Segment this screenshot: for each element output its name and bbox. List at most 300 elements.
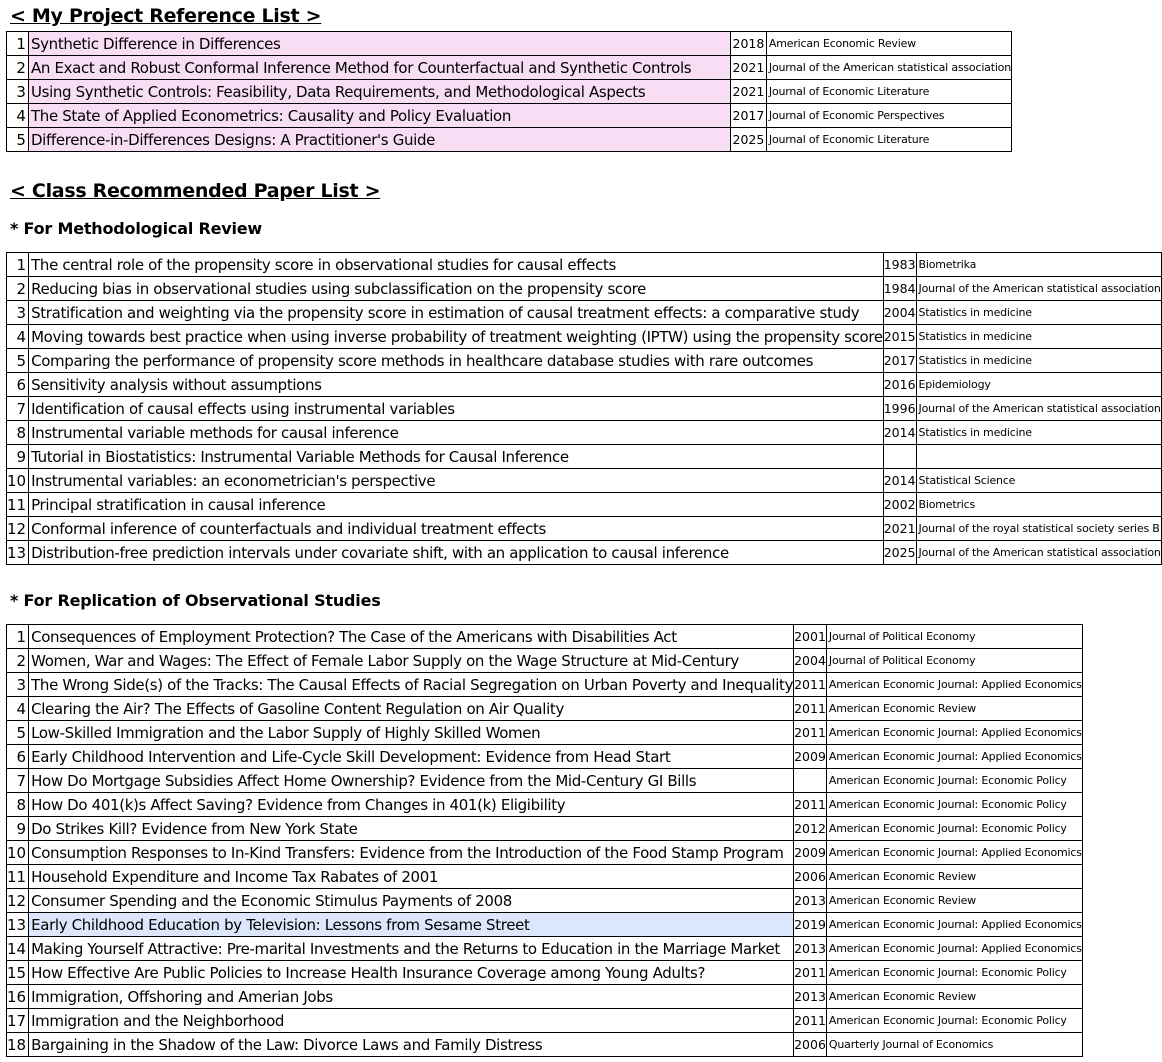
year-cell[interactable]	[794, 721, 827, 745]
row-number-text: 13	[7, 543, 27, 562]
table-row[interactable]	[7, 649, 1083, 673]
paper-title-cell[interactable]	[29, 697, 794, 721]
year-text: 2014	[883, 425, 916, 440]
paper-title-cell[interactable]	[29, 301, 884, 325]
paper-title-cell[interactable]	[29, 649, 794, 673]
year-cell[interactable]	[730, 128, 766, 152]
row-number-cell[interactable]	[7, 865, 29, 889]
project-heading: < My Project Reference List >	[10, 5, 322, 27]
row-number-cell[interactable]	[7, 80, 29, 104]
table-row[interactable]	[7, 397, 1162, 421]
year-cell[interactable]	[730, 104, 766, 128]
row-number-cell[interactable]	[7, 769, 29, 793]
row-number-cell[interactable]	[7, 421, 29, 445]
year-text: 2009	[794, 845, 826, 860]
paper-title-cell[interactable]	[29, 445, 884, 469]
year-cell[interactable]	[794, 745, 827, 769]
journal-text: American Economic Review	[768, 37, 916, 50]
year-cell[interactable]	[883, 493, 916, 517]
table-row[interactable]	[7, 421, 1162, 445]
journal-text: American Economic Journal: Applied Economics	[828, 942, 1082, 955]
journal-cell[interactable]	[826, 745, 1082, 769]
year-cell[interactable]	[794, 673, 827, 697]
journal-text: Biometrics	[918, 498, 976, 511]
row-number-cell[interactable]	[7, 397, 29, 421]
paper-title-cell[interactable]	[29, 865, 794, 889]
row-number-text: 7	[16, 399, 27, 418]
row-number-cell[interactable]	[7, 445, 29, 469]
year-cell[interactable]	[883, 445, 916, 469]
journal-cell[interactable]	[916, 445, 1161, 469]
year-cell[interactable]	[794, 649, 827, 673]
year-cell[interactable]	[794, 985, 827, 1009]
paper-title-cell[interactable]	[28, 128, 730, 152]
row-number-text: 8	[16, 423, 27, 442]
row-number-text: 14	[7, 939, 27, 958]
journal-text: Journal of Political Economy	[828, 630, 976, 643]
row-number-cell[interactable]	[7, 961, 29, 985]
year-cell[interactable]	[794, 793, 827, 817]
row-number-cell[interactable]	[7, 104, 29, 128]
year-text: 2011	[794, 797, 826, 812]
journal-text: American Economic Review	[828, 990, 976, 1003]
year-text: 2021	[732, 60, 765, 75]
journal-text: American Economic Journal: Economic Policy	[828, 822, 1067, 835]
year-text: 2013	[794, 941, 826, 956]
year-text: 2002	[883, 497, 916, 512]
journal-cell[interactable]	[916, 277, 1161, 301]
year-cell[interactable]	[794, 889, 827, 913]
year-text: 2009	[794, 749, 826, 764]
journal-text: American Economic Journal: Applied Economics	[828, 678, 1082, 691]
paper-title-text: Tutorial in Biostatistics: Instrumental Variable Methods for Causal Inference	[31, 447, 569, 466]
paper-title-text: Identification of causal effects using instrumental variables	[31, 399, 455, 418]
journal-cell[interactable]	[826, 985, 1082, 1009]
journal-cell[interactable]	[826, 625, 1082, 649]
year-cell[interactable]	[730, 80, 766, 104]
row-number-cell[interactable]	[7, 1033, 29, 1057]
row-number-cell[interactable]	[7, 673, 29, 697]
journal-text: Journal of the American statistical association	[768, 61, 1011, 74]
journal-text: American Economic Review	[828, 870, 976, 883]
paper-title-text: Using Synthetic Controls: Feasibility, Data Requirements, and Methodological Aspects	[30, 82, 646, 101]
journal-text: American Economic Review	[828, 702, 976, 715]
paper-title-cell[interactable]	[28, 32, 730, 56]
paper-title-cell[interactable]	[29, 493, 884, 517]
journal-text: American Economic Review	[828, 894, 976, 907]
row-number-text: 5	[16, 351, 27, 370]
journal-cell[interactable]	[766, 128, 1011, 152]
table-row[interactable]	[7, 493, 1162, 517]
row-number-cell[interactable]	[7, 745, 29, 769]
journal-cell[interactable]	[826, 841, 1082, 865]
replication-table	[6, 624, 1083, 1057]
year-text: 2025	[732, 132, 765, 147]
journal-cell[interactable]	[916, 253, 1161, 277]
journal-cell[interactable]	[826, 1009, 1082, 1033]
year-cell[interactable]	[883, 373, 916, 397]
paper-title-text: Early Childhood Education by Television: Lessons from Sesame Street	[31, 915, 530, 934]
year-text: 2015	[883, 329, 916, 344]
row-number-cell[interactable]	[7, 301, 29, 325]
journal-text: Statistics in medicine	[918, 330, 1032, 343]
paper-title-cell[interactable]	[29, 793, 794, 817]
year-cell[interactable]	[883, 421, 916, 445]
paper-title-text: Sensitivity analysis without assumptions	[31, 375, 322, 394]
journal-text: American Economic Journal: Economic Policy	[828, 1014, 1067, 1027]
year-text: 2011	[794, 1013, 826, 1028]
row-number-cell[interactable]	[7, 277, 29, 301]
year-text: 2011	[794, 725, 826, 740]
journal-cell[interactable]	[826, 889, 1082, 913]
year-cell[interactable]	[883, 253, 916, 277]
journal-cell[interactable]	[916, 373, 1161, 397]
year-text: 2004	[883, 305, 916, 320]
year-cell[interactable]	[794, 865, 827, 889]
row-number-text: 18	[7, 1035, 27, 1054]
journal-cell[interactable]	[826, 865, 1082, 889]
year-text: 2011	[794, 965, 826, 980]
row-number-cell[interactable]	[7, 697, 29, 721]
year-cell[interactable]	[883, 397, 916, 421]
paper-title-text: Clearing the Air? The Effects of Gasoline Content Regulation on Air Quality	[31, 699, 564, 718]
year-cell[interactable]	[730, 56, 766, 80]
row-number-text: 17	[7, 1011, 27, 1030]
row-number-text: 10	[7, 843, 27, 862]
year-cell[interactable]	[883, 469, 916, 493]
row-number-text: 4	[16, 106, 26, 125]
paper-title-cell[interactable]	[29, 517, 884, 541]
paper-title-text: Bargaining in the Shadow of the Law: Divorce Laws and Family Distress	[31, 1035, 543, 1054]
row-number-cell[interactable]	[7, 985, 29, 1009]
table-row[interactable]	[7, 32, 1012, 56]
paper-title-cell[interactable]	[29, 469, 884, 493]
table-row[interactable]	[7, 769, 1083, 793]
row-number-text: 8	[16, 795, 27, 814]
year-cell[interactable]	[794, 625, 827, 649]
project-reference-table	[6, 31, 1012, 152]
paper-title-cell[interactable]	[29, 673, 794, 697]
paper-title-cell[interactable]	[29, 625, 794, 649]
row-number-cell[interactable]	[7, 625, 29, 649]
year-cell[interactable]	[794, 937, 827, 961]
journal-text: Journal of the American statistical association	[918, 282, 1161, 295]
journal-text: Statistics in medicine	[918, 306, 1032, 319]
journal-cell[interactable]	[766, 104, 1011, 128]
year-text: 1983	[883, 257, 916, 272]
paper-title-cell[interactable]	[29, 397, 884, 421]
row-number-text: 5	[16, 130, 26, 149]
year-text: 2016	[883, 377, 916, 392]
row-number-cell[interactable]	[7, 913, 29, 937]
journal-cell[interactable]	[826, 913, 1082, 937]
paper-title-cell[interactable]	[29, 913, 794, 937]
row-number-cell[interactable]	[7, 517, 29, 541]
journal-text: Journal of Economic Literature	[768, 85, 930, 98]
year-text: 2018	[732, 36, 765, 51]
journal-text: Epidemiology	[918, 378, 991, 391]
row-number-cell[interactable]	[7, 817, 29, 841]
journal-cell[interactable]	[826, 937, 1082, 961]
row-number-text: 12	[7, 891, 27, 910]
replication-heading: * For Replication of Observational Studies	[10, 591, 381, 610]
row-number-cell[interactable]	[7, 889, 29, 913]
table-row[interactable]	[7, 128, 1012, 152]
row-number-cell[interactable]	[7, 493, 29, 517]
row-number-cell[interactable]	[7, 1009, 29, 1033]
journal-text: Journal of the American statistical association	[918, 546, 1161, 559]
journal-cell[interactable]	[826, 649, 1082, 673]
paper-title-cell[interactable]	[29, 721, 794, 745]
journal-text: Biometrika	[918, 258, 977, 271]
paper-title-text: Principal stratification in causal inference	[31, 495, 326, 514]
row-number-text: 2	[16, 58, 26, 77]
journal-text: American Economic Journal: Applied Economics	[828, 918, 1082, 931]
table-row[interactable]	[7, 625, 1083, 649]
journal-cell[interactable]	[916, 517, 1161, 541]
paper-title-text: Moving towards best practice when using inverse probability of treatment weighting (IPTW) using the propensity score	[31, 327, 883, 346]
year-cell[interactable]	[794, 913, 827, 937]
paper-title-text: How Effective Are Public Policies to Increase Health Insurance Coverage among Young Adults?	[31, 963, 706, 982]
row-number-text: 6	[16, 747, 27, 766]
row-number-text: 2	[16, 651, 27, 670]
journal-cell[interactable]	[766, 32, 1011, 56]
year-cell[interactable]	[794, 1009, 827, 1033]
journal-text: Journal of the American statistical association	[918, 402, 1161, 415]
year-cell[interactable]	[883, 349, 916, 373]
row-number-text: 1	[16, 627, 27, 646]
paper-title-text: Early Childhood Intervention and Life-Cycle Skill Development: Evidence from Head Start	[31, 747, 671, 766]
paper-title-cell[interactable]	[29, 937, 794, 961]
journal-cell[interactable]	[766, 56, 1011, 80]
paper-title-text: An Exact and Robust Conformal Inference Method for Counterfactual and Synthetic Controls	[30, 58, 692, 77]
paper-title-cell[interactable]	[29, 1033, 794, 1057]
paper-title-cell[interactable]	[29, 373, 884, 397]
paper-title-cell[interactable]	[29, 961, 794, 985]
paper-title-cell[interactable]	[29, 541, 884, 565]
paper-title-cell[interactable]	[28, 56, 730, 80]
row-number-cell[interactable]	[7, 325, 29, 349]
row-number-cell[interactable]	[7, 32, 29, 56]
year-cell[interactable]	[794, 1033, 827, 1057]
row-number-text: 9	[16, 447, 27, 466]
journal-text: Journal of Economic Literature	[768, 133, 930, 146]
row-number-text: 16	[7, 987, 27, 1006]
journal-cell[interactable]	[916, 421, 1161, 445]
journal-cell[interactable]	[826, 673, 1082, 697]
table-row[interactable]	[7, 793, 1083, 817]
year-text: 2021	[732, 84, 765, 99]
table-row[interactable]	[7, 373, 1162, 397]
row-number-cell[interactable]	[7, 373, 29, 397]
paper-title-text: Instrumental variables: an econometrician's perspective	[31, 471, 436, 490]
year-text: 2006	[794, 1037, 826, 1052]
journal-cell[interactable]	[766, 80, 1011, 104]
row-number-cell[interactable]	[7, 541, 29, 565]
table-row[interactable]	[7, 56, 1012, 80]
row-number-cell[interactable]	[7, 937, 29, 961]
table-row[interactable]	[7, 913, 1083, 937]
table-row[interactable]	[7, 1009, 1083, 1033]
table-row[interactable]	[7, 277, 1162, 301]
table-row[interactable]	[7, 937, 1083, 961]
year-text: 2011	[794, 701, 826, 716]
table-row[interactable]	[7, 721, 1083, 745]
row-number-cell[interactable]	[7, 721, 29, 745]
table-row[interactable]	[7, 1033, 1083, 1057]
journal-text: American Economic Journal: Applied Economics	[828, 726, 1082, 739]
paper-title-cell[interactable]	[29, 985, 794, 1009]
row-number-cell[interactable]	[7, 56, 29, 80]
journal-cell[interactable]	[916, 301, 1161, 325]
table-row[interactable]	[7, 817, 1083, 841]
table-row[interactable]	[7, 301, 1162, 325]
year-text: 2013	[794, 989, 826, 1004]
journal-cell[interactable]	[916, 541, 1161, 565]
row-number-cell[interactable]	[7, 793, 29, 817]
table-row[interactable]	[7, 865, 1083, 889]
row-number-text: 11	[7, 867, 27, 886]
paper-title-cell[interactable]	[29, 817, 794, 841]
year-text: 1984	[883, 281, 916, 296]
paper-title-cell[interactable]	[29, 769, 794, 793]
year-cell[interactable]	[730, 32, 766, 56]
paper-title-text: Synthetic Difference in Differences	[30, 34, 281, 53]
journal-cell[interactable]	[826, 961, 1082, 985]
table-row[interactable]	[7, 469, 1162, 493]
row-number-text: 10	[7, 471, 27, 490]
journal-text: American Economic Journal: Economic Policy	[828, 774, 1067, 787]
row-number-cell[interactable]	[7, 253, 29, 277]
year-text: 2012	[794, 821, 826, 836]
journal-cell[interactable]	[826, 793, 1082, 817]
paper-title-text: The central role of the propensity score in observational studies for causal effects	[31, 255, 616, 274]
methodological-heading: * For Methodological Review	[10, 219, 262, 238]
paper-title-cell[interactable]	[29, 421, 884, 445]
row-number-cell[interactable]	[7, 128, 29, 152]
paper-title-text: How Do 401(k)s Affect Saving? Evidence from Changes in 401(k) Eligibility	[31, 795, 566, 814]
paper-title-text: The Wrong Side(s) of the Tracks: The Causal Effects of Racial Segregation on Urban Poverty and Inequality	[31, 675, 794, 694]
row-number-text: 4	[16, 699, 27, 718]
paper-title-text: Low-Skilled Immigration and the Labor Supply of Highly Skilled Women	[31, 723, 541, 742]
journal-cell[interactable]	[916, 493, 1161, 517]
year-cell[interactable]	[794, 841, 827, 865]
row-number-cell[interactable]	[7, 841, 29, 865]
paper-title-cell[interactable]	[29, 253, 884, 277]
journal-cell[interactable]	[916, 349, 1161, 373]
paper-title-cell[interactable]	[29, 325, 884, 349]
journal-text: American Economic Journal: Economic Policy	[828, 966, 1067, 979]
journal-cell[interactable]	[826, 721, 1082, 745]
year-cell[interactable]	[794, 817, 827, 841]
paper-title-text: Consumer Spending and the Economic Stimulus Payments of 2008	[31, 891, 512, 910]
year-text: 2001	[794, 629, 826, 644]
year-cell[interactable]	[883, 325, 916, 349]
journal-cell[interactable]	[916, 325, 1161, 349]
paper-title-text: Women, War and Wages: The Effect of Female Labor Supply on the Wage Structure at Mid-Century	[31, 651, 739, 670]
paper-title-cell[interactable]	[29, 349, 884, 373]
paper-title-text: Immigration and the Neighborhood	[31, 1011, 285, 1030]
table-row[interactable]	[7, 253, 1162, 277]
table-row[interactable]	[7, 541, 1162, 565]
year-text: 2011	[794, 677, 826, 692]
year-text: 2017	[732, 108, 765, 123]
row-number-text: 13	[7, 915, 27, 934]
journal-text: American Economic Journal: Applied Economics	[828, 750, 1082, 763]
row-number-text: 3	[16, 303, 27, 322]
journal-cell[interactable]	[916, 469, 1161, 493]
paper-title-text: Stratification and weighting via the propensity score in estimation of causal treatment effects: a comparative study	[31, 303, 860, 322]
paper-title-text: Conformal inference of counterfactuals and individual treatment effects	[31, 519, 547, 538]
journal-text: Statistics in medicine	[918, 426, 1032, 439]
table-row[interactable]	[7, 673, 1083, 697]
journal-text: Quarterly Journal of Economics	[828, 1038, 994, 1051]
year-cell[interactable]	[794, 697, 827, 721]
paper-title-cell[interactable]	[29, 277, 884, 301]
journal-cell[interactable]	[916, 397, 1161, 421]
journal-cell[interactable]	[826, 817, 1082, 841]
journal-text: Statistical Science	[918, 474, 1016, 487]
table-row[interactable]	[7, 445, 1162, 469]
year-cell[interactable]	[883, 517, 916, 541]
year-cell[interactable]	[794, 961, 827, 985]
table-row[interactable]	[7, 985, 1083, 1009]
row-number-text: 7	[16, 771, 27, 790]
year-cell[interactable]	[883, 301, 916, 325]
row-number-text: 3	[16, 82, 26, 101]
year-cell[interactable]	[883, 541, 916, 565]
table-row[interactable]	[7, 517, 1162, 541]
row-number-cell[interactable]	[7, 649, 29, 673]
journal-cell[interactable]	[826, 697, 1082, 721]
journal-cell[interactable]	[826, 769, 1082, 793]
year-text: 2025	[883, 545, 916, 560]
table-row[interactable]	[7, 80, 1012, 104]
table-row[interactable]	[7, 745, 1083, 769]
row-number-text: 5	[16, 723, 27, 742]
table-row[interactable]	[7, 841, 1083, 865]
paper-title-cell[interactable]	[29, 889, 794, 913]
table-row[interactable]	[7, 697, 1083, 721]
paper-title-cell[interactable]	[29, 841, 794, 865]
table-row[interactable]	[7, 349, 1162, 373]
year-cell[interactable]	[883, 277, 916, 301]
row-number-cell[interactable]	[7, 469, 29, 493]
paper-title-cell[interactable]	[28, 80, 730, 104]
table-row[interactable]	[7, 961, 1083, 985]
paper-title-cell[interactable]	[29, 1009, 794, 1033]
paper-title-cell[interactable]	[29, 745, 794, 769]
paper-title-text: Instrumental variable methods for causal inference	[31, 423, 399, 442]
paper-title-text: Consequences of Employment Protection? The Case of the Americans with Disabilities Act	[31, 627, 677, 646]
paper-title-cell[interactable]	[28, 104, 730, 128]
table-row[interactable]	[7, 889, 1083, 913]
year-text: 2017	[883, 353, 916, 368]
table-row[interactable]	[7, 104, 1012, 128]
paper-title-text: Household Expenditure and Income Tax Rabates of 2001	[31, 867, 439, 886]
row-number-text: 4	[16, 327, 27, 346]
journal-text: Journal of Economic Perspectives	[768, 109, 945, 122]
row-number-cell[interactable]	[7, 349, 29, 373]
row-number-text: 1	[16, 255, 27, 274]
paper-title-text: Immigration, Offshoring and Amerian Jobs	[31, 987, 333, 1006]
row-number-text: 9	[16, 819, 27, 838]
table-row[interactable]	[7, 325, 1162, 349]
paper-title-text: Distribution-free prediction intervals under covariate shift, with an application to causal inference	[31, 543, 729, 562]
year-text: 2019	[794, 917, 826, 932]
year-cell[interactable]	[794, 769, 827, 793]
journal-cell[interactable]	[826, 1033, 1082, 1057]
